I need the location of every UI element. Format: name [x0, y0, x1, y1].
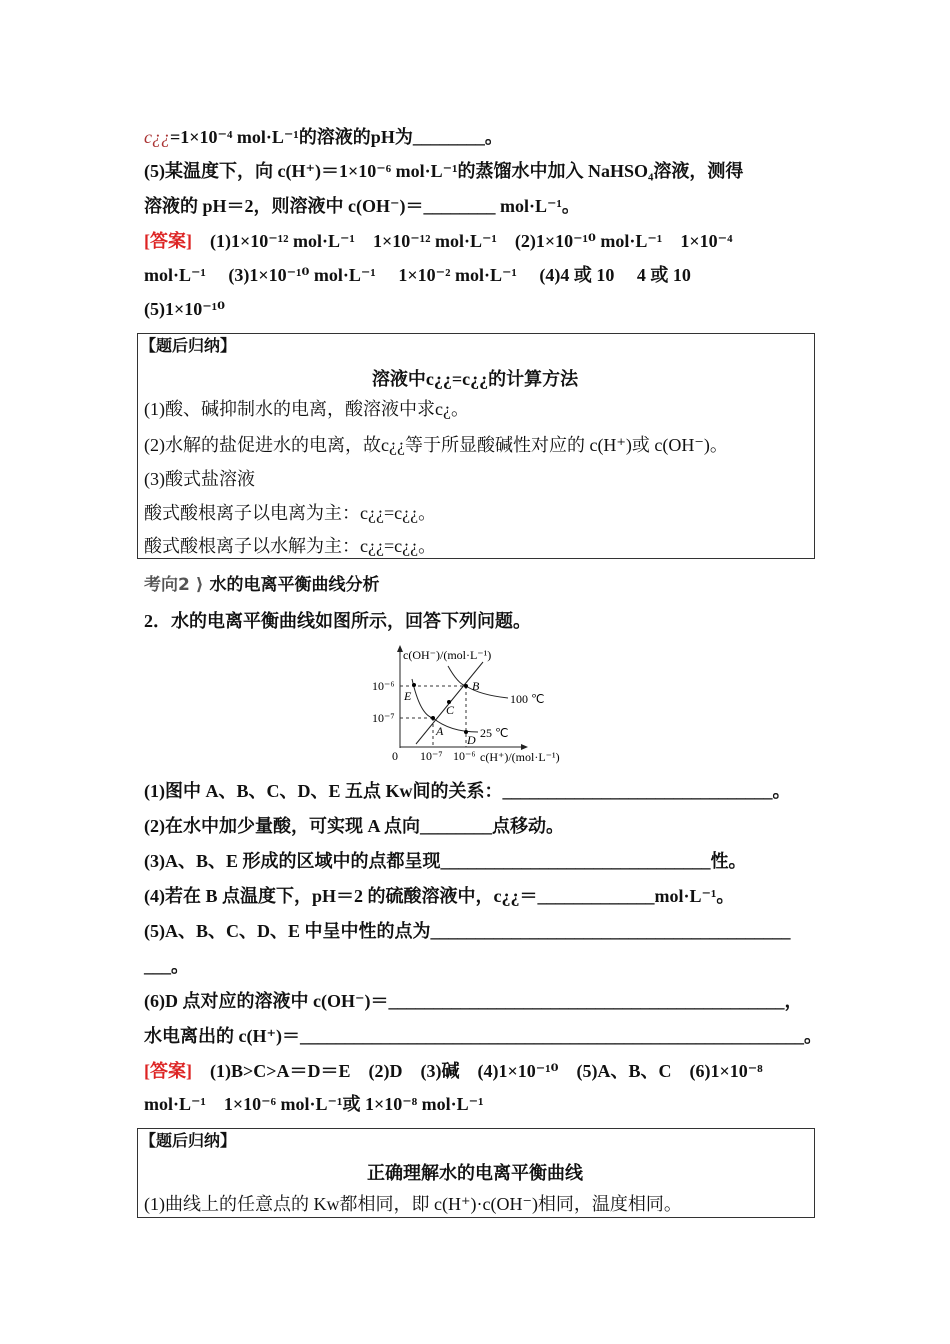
- question-4: (4)若在 B 点温度下，pH＝2 的硫酸溶液中，c¿¿＝_____________mol·L⁻¹。: [144, 886, 735, 906]
- summary-tag: 【题后归纳】: [140, 338, 237, 355]
- text-line: c¿¿=1×10⁻⁴ mol·L⁻¹的溶液的pH为________。: [144, 127, 503, 147]
- summary-tag: 【题后归纳】: [140, 1133, 237, 1150]
- section-title: 水的电离平衡曲线分析: [209, 575, 380, 595]
- point-B: B: [472, 679, 480, 693]
- curve-label-100C: 100 ℃: [510, 692, 545, 706]
- question-stem: 2．水的电离平衡曲线如图所示，回答下列问题。: [144, 611, 531, 631]
- answer-text: (1)1×10⁻¹² mol·L⁻¹ 1×10⁻¹² mol·L⁻¹ (2)1×10⁻¹⁰ mol·L⁻¹ 1×10⁻⁴: [210, 231, 733, 251]
- question-2: (2)在水中加少量酸，可实现 A 点向________点移动。: [144, 816, 564, 836]
- question-5: (5)某温度下，向 c(H⁺)＝1×10⁻⁶ mol·L⁻¹的蒸馏水中加入 NaHSO₄溶液，测得: [144, 161, 744, 181]
- x-tick: 10⁻⁶: [453, 749, 476, 763]
- x-axis-label: c(H⁺)/(mol·L⁻¹): [480, 750, 560, 764]
- point-A: A: [436, 724, 444, 738]
- summary-item: (2)水解的盐促进水的电离，故c¿¿等于所显酸碱性对应的 c(H⁺)或 c(OH⁻)。: [144, 435, 728, 455]
- answer-label: [答案]: [144, 231, 192, 251]
- summary-item: 酸式酸根离子以水解为主：c¿¿=c¿¿。: [144, 536, 437, 556]
- question-3: (3)A、B、E 形成的区域中的点都呈现______________________________性。: [144, 851, 747, 871]
- text-line: 水电离出的 c(H⁺)＝________________________________________________________。: [144, 1026, 822, 1046]
- summary-item: (1)酸、碱抑制水的电离，酸溶液中求c¿。: [144, 399, 469, 419]
- answer-line: mol·L⁻¹ (3)1×10⁻¹⁰ mol·L⁻¹ 1×10⁻² mol·L⁻¹ (4)4 或 10 4 或 10: [144, 265, 691, 285]
- origin-label: 0: [392, 749, 398, 763]
- question-6: (6)D 点对应的溶液中 c(OH⁻)＝____________________________________________，: [144, 991, 803, 1011]
- point-E: E: [404, 689, 412, 703]
- equilibrium-curve-diagram: [360, 640, 590, 770]
- section-number: 考向2: [144, 575, 190, 595]
- answer-line: (5)1×10⁻¹⁰: [144, 299, 226, 319]
- summary-item: 酸式酸根离子以电离为主：c¿¿=c¿¿。: [144, 503, 437, 523]
- y-tick: 10⁻⁷: [372, 711, 395, 725]
- summary-item: (3)酸式盐溶液: [144, 469, 255, 489]
- text-line: ___。: [144, 956, 189, 976]
- answer-line: [144, 1059, 763, 1083]
- summary-title: 溶液中c¿¿=c¿¿的计算方法: [371, 369, 579, 389]
- point-C: C: [446, 703, 455, 717]
- answer-line: mol·L⁻¹ 1×10⁻⁶ mol·L⁻¹或 1×10⁻⁸ mol·L⁻¹: [144, 1094, 484, 1114]
- summary-item: (1)曲线上的任意点的 Kw都相同，即 c(H⁺)·c(OH⁻)相同，温度相同。: [144, 1194, 682, 1214]
- y-tick: 10⁻⁶: [372, 679, 395, 693]
- question-5: (5)A、B、C、D、E 中呈中性的点为________________________________________: [144, 921, 791, 941]
- curve-label-25C: 25 ℃: [480, 726, 509, 740]
- summary-title: 正确理解水的电离平衡曲线: [367, 1163, 583, 1183]
- point-D: D: [467, 733, 476, 747]
- text-line: 溶液的 pH＝2，则溶液中 c(OH⁻)＝________ mol·L⁻¹。: [144, 196, 580, 216]
- section-heading: 考向2 ⟩ 水的电离平衡曲线分析: [144, 575, 380, 595]
- x-tick: 10⁻⁷: [420, 749, 443, 763]
- answer-label: [答案]: [144, 1061, 192, 1081]
- question-1: (1)图中 A、B、C、D、E 五点 Kw间的关系：______________________________。: [144, 781, 791, 801]
- y-axis-label: c(OH⁻)/(mol·L⁻¹): [403, 648, 492, 662]
- answer-text: (1)B>C>A＝D＝E (2)D (3)碱 (4)1×10⁻¹⁰ (5)A、B、C (6)1×10⁻⁸: [210, 1061, 763, 1081]
- answer-line: [144, 229, 732, 253]
